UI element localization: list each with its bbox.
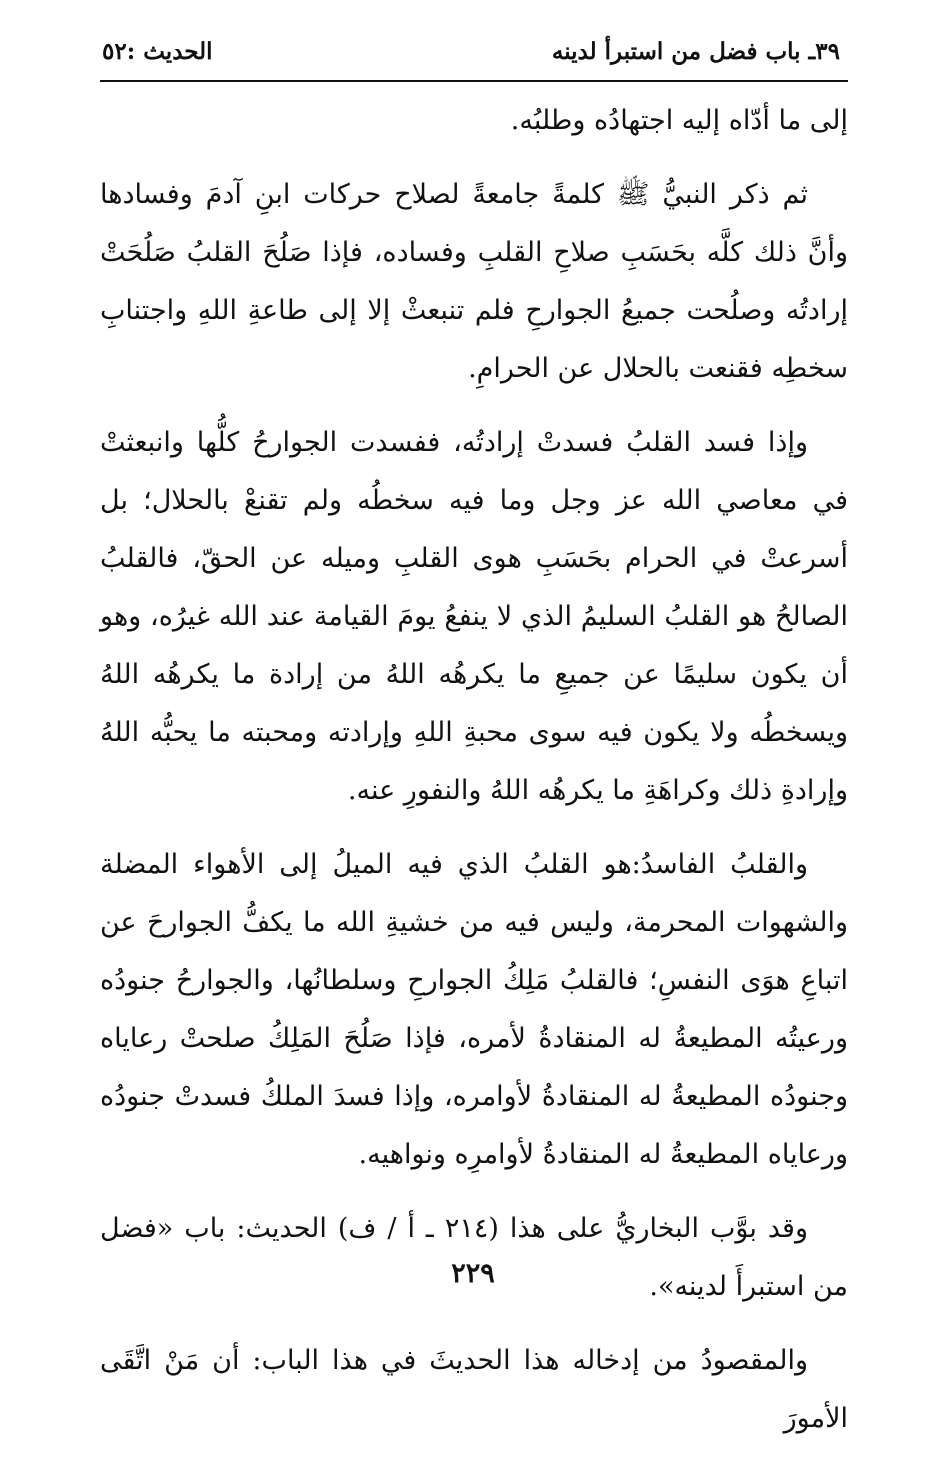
page-number: ٢٢٩	[451, 1258, 495, 1289]
paragraph-6: والمقصودُ من إدخاله هذا الحديثَ في هذا الباب: أن مَنْ اتَّقَى الأمورَ	[100, 1345, 848, 1434]
chapter-title: ٣٩ـ باب فضل من استبرأ لدينه	[551, 38, 840, 65]
header-divider	[100, 80, 848, 82]
paragraph-4: والقلبُ الفاسدُ:هو القلبُ الذي فيه الميلُ إلى الأهواء المضلة والشهوات المحرمة، وليس فيه من خشيةِ الله ما يكفُّ الجوارحَ عن اتباعِ هوَى النفسِ؛ فالقلبُ مَلِكُ الجوارحِ وسلطانُها، والجوارحُ جنودُه ورعيتُه المطيعةُ له المنقادةُ لأمره، فإذا صَلُحَ المَلِكُ صلحتْ رعاياه وجنودُه المطيعةُ له المنقادةُ لأوامره، وإذا فسدَ الملكُ فسدتْ جنودُه ورعاياه المطيعةُ له المنقادةُ لأوامرِه ونواهيه.	[100, 849, 848, 1170]
running-header	[100, 34, 846, 74]
paragraph-2: ثم ذكر النبيُّ ﷺ كلمةً جامعةً لصلاح حركات ابنِ آدمَ وفسادها وأنَّ ذلك كلَّه بحَسَبِ صلاحِ القلبِ وفساده، فإذا صَلُحَ القلبُ صَلُحَتْ إرادتُه وصلُحت جميعُ الجوارحِ فلم تنبعثْ إلا إلى طاعةِ اللهِ واجتنابِ سخطِه فقنعت بالحلال عن الحرامِ.	[100, 179, 848, 384]
paragraph-3: وإذا فسد القلبُ فسدتْ إرادتُه، ففسدت الجوارحُ كلُّها وانبعثتْ في معاصي الله عز وجل وما فيه سخطُه ولم تقنعْ بالحلال؛ بل أسرعتْ في الحرام بحَسَبِ هوى القلبِ وميله عن الحقّ، فالقلبُ الصالحُ هو القلبُ السليمُ الذي لا ينفعُ يومَ القيامة عند الله غيرُه، وهو أن يكون سليمًا عن جميعِ ما يكرهُه اللهُ من إرادة ما يكرهُه اللهُ ويسخطُه ولا يكون فيه سوى محبةِ اللهِ وإرادته ومحبته ما يحبُّه اللهُ وإرادةِ ذلك وكراهَةِ ما يكرهُه اللهُ والنفورِ عنه.	[100, 427, 848, 806]
hadith-reference: الحديث :٥٢	[102, 38, 213, 65]
paragraph-5: وقد بوَّب البخاريُّ على هذا (٢١٤ ـ أ / ف) الحديث: باب «فضل من استبرأَ لدينه».	[100, 1213, 848, 1302]
paragraph-1: إلى ما أدّاه إليه اجتهادُه وطلبُه.	[510, 105, 848, 136]
